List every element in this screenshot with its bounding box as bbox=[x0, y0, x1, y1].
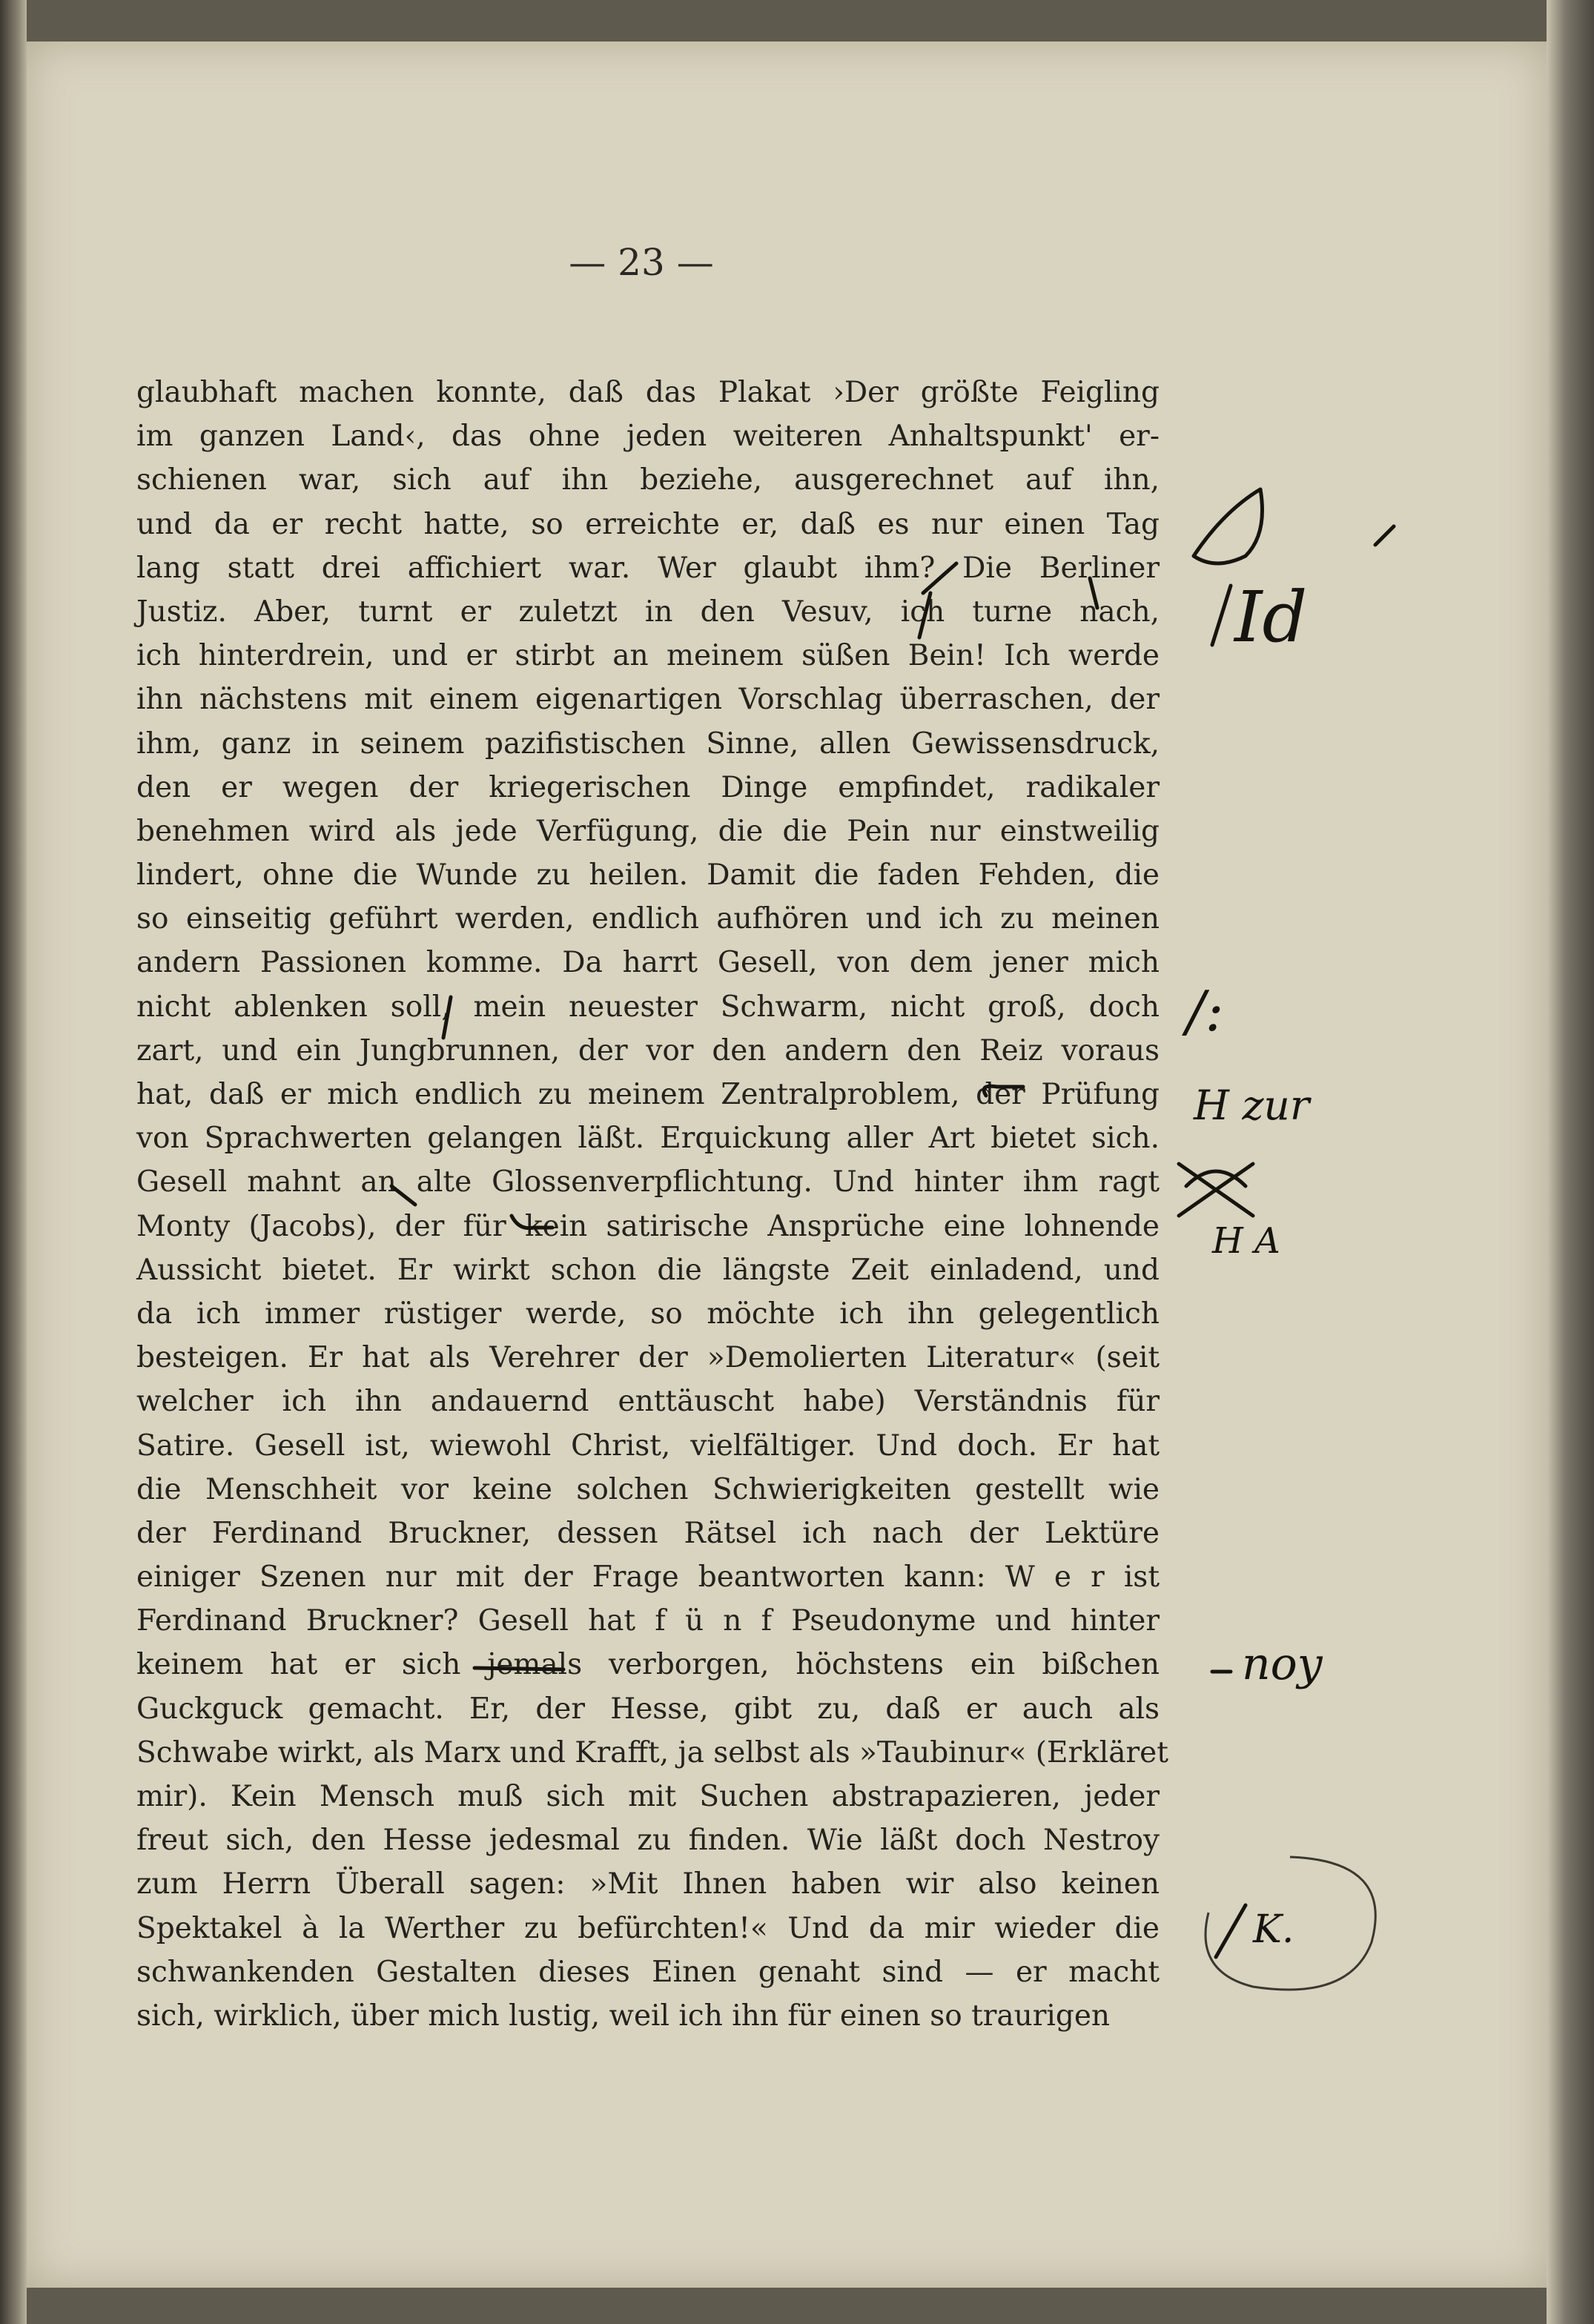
text-line: im ganzen Land‹, das ohne jeden weiteren Anhaltspunkt' er- bbox=[136, 420, 1160, 454]
text-line: andern Passionen komme. Da harrt Gesell, von dem jener mich bbox=[136, 946, 1160, 980]
text-line: freut sich, den Hesse jedesmal zu finden. Wie läßt doch Nestroy bbox=[136, 1824, 1160, 1858]
text-line: nicht ablenken soll, mein neuester Schwarm, nicht groß, doch bbox=[136, 990, 1160, 1024]
margin-note-6: K. bbox=[1253, 1907, 1294, 1952]
margin-note-4: H A bbox=[1212, 1220, 1280, 1262]
text-line: mir). Kein Mensch muß sich mit Suchen abstrapazieren, jeder bbox=[136, 1780, 1160, 1813]
text-line: zart, und ein Jungbrunnen, der vor den andern den Reiz voraus bbox=[136, 1033, 1160, 1067]
text-line: ich hinterdrein, und er stirbt an meinem süßen Bein! Ich werde bbox=[136, 639, 1160, 673]
page-edge bbox=[1547, 0, 1594, 2324]
text-line: so einseitig geführt werden, endlich aufhören und ich zu meinen bbox=[136, 902, 1160, 936]
margin-note-3: H zur bbox=[1194, 1082, 1310, 1129]
text-line: schwankenden Gestalten dieses Einen genaht sind — er macht bbox=[136, 1955, 1160, 1989]
text-line: ihm, ganz in seinem pazifistischen Sinne, allen Gewissensdruck, bbox=[136, 726, 1160, 761]
margin-note-2: /: bbox=[1186, 979, 1224, 1044]
margin-note-1: Id bbox=[1234, 577, 1308, 658]
text-line: welcher ich ihn andauernd enttäuscht habe) Verständnis für bbox=[136, 1385, 1160, 1419]
text-line: Aussicht bietet. Er wirkt schon die längste Zeit einladend, und bbox=[136, 1253, 1160, 1287]
book-spine bbox=[0, 0, 27, 2324]
text-line: Spektakel à la Werther zu befürchten!« Und da mir wieder die bbox=[136, 1911, 1160, 1945]
text-line: Ferdinand Bruckner? Gesell hat f ü n f Pseudonyme und hinter bbox=[136, 1604, 1160, 1638]
text-line: und da er recht hatte, so erreichte er, daß es nur einen Tag bbox=[136, 507, 1160, 541]
text-line: keinem hat er sich jemals verborgen, höchstens ein bißchen bbox=[136, 1648, 1160, 1682]
text-line: lindert, ohne die Wunde zu heilen. Damit die faden Fehden, die bbox=[136, 858, 1160, 893]
text-line: die Menschheit vor keine solchen Schwierigkeiten gestellt wie bbox=[136, 1472, 1160, 1506]
text-line: von Sprachwerten gelangen läßt. Erquickung aller Art bietet sich. bbox=[136, 1122, 1160, 1156]
text-line: da ich immer rüstiger werde, so möchte ich ihn gelegentlich bbox=[136, 1297, 1160, 1331]
text-line: zum Herrn Überall sagen: »Mit Ihnen haben wir also keinen bbox=[136, 1867, 1160, 1901]
text-line: Justiz. Aber, turnt er zuletzt in den Vesuv, ich turne nach, bbox=[136, 595, 1160, 629]
margin-note-5: noy bbox=[1242, 1638, 1323, 1690]
text-line: sich, wirklich, über mich lustig, weil ich ihn für einen so traurigen bbox=[136, 1999, 1111, 2033]
text-line: glaubhaft machen konnte, daß das Plakat ›Der größte Feigling bbox=[136, 376, 1160, 409]
text-line: den er wegen der kriegerischen Dinge empfindet, radikaler bbox=[136, 770, 1160, 804]
text-line: Monty (Jacobs), der für kein satirische Ansprüche eine lohnende bbox=[136, 1209, 1160, 1243]
page-number: — 23 — bbox=[569, 241, 714, 284]
text-line: ihn nächstens mit einem eigenartigen Vorschlag überraschen, der bbox=[136, 683, 1160, 717]
text-line: Gesell mahnt an alte Glossenverpflichtung. Und hinter ihm ragt bbox=[136, 1165, 1160, 1199]
text-line: besteigen. Er hat als Verehrer der »Demolierten Literatur« (seit bbox=[136, 1341, 1160, 1375]
text-line: hat, daß er mich endlich zu meinem Zentralproblem, der Prüfung bbox=[136, 1078, 1160, 1111]
text-line: der Ferdinand Bruckner, dessen Rätsel ich nach der Lektüre bbox=[136, 1516, 1160, 1550]
text-line: lang statt drei affichiert war. Wer glaubt ihm? Die Berliner bbox=[136, 551, 1160, 585]
text-line: schienen war, sich auf ihn beziehe, ausgerechnet auf ihn, bbox=[136, 463, 1160, 497]
text-line: benehmen wird als jede Verfügung, die die Pein nur einstweilig bbox=[136, 814, 1160, 848]
text-line: einiger Szenen nur mit der Frage beantworten kann: W e r ist bbox=[136, 1560, 1160, 1595]
text-line: Guckguck gemacht. Er, der Hesse, gibt zu, daß er auch als bbox=[136, 1692, 1160, 1726]
text-line: Schwabe wirkt, als Marx und Krafft, ja selbst als »Taubinur« (Erkläret bbox=[136, 1735, 1168, 1770]
text-line: Satire. Gesell ist, wiewohl Christ, vielfältiger. Und doch. Er hat bbox=[136, 1429, 1160, 1463]
body-text bbox=[136, 371, 1168, 2038]
